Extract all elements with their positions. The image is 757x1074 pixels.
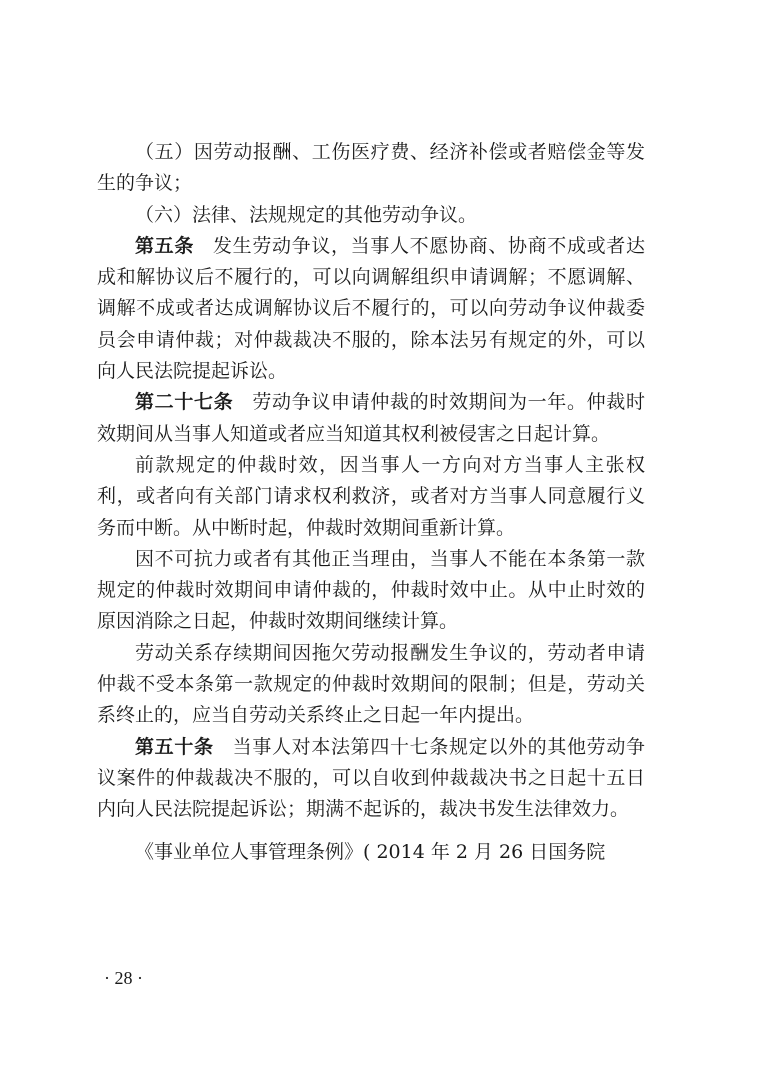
article-label: 第五十条	[135, 735, 214, 758]
article-27-clause-3	[97, 544, 645, 638]
paragraph-text: 前款规定的仲裁时效，因当事人一方向对方当事人主张权利，或者向有关部门请求权利救济，或者对方当事人同意履行义务而中断。从中断时起，仲裁时效期间重新计算。	[97, 453, 645, 539]
article-label: 第二十七条	[135, 391, 234, 414]
article-27	[97, 387, 645, 450]
paragraph-text: 因不可抗力或者有其他正当理由，当事人不能在本条第一款规定的仲裁时效期间申请仲裁的，仲裁时效中止。从中止时效的原因消除之日起，仲裁时效期间继续计算。	[97, 547, 645, 633]
document-body	[97, 137, 645, 868]
regulation-citation	[97, 837, 645, 868]
paragraph-item-6	[97, 200, 645, 231]
paragraph-text: （五）因劳动报酬、工伤医疗费、经济补偿或者赔偿金等发生的争议；	[97, 141, 645, 195]
paragraph-text: （六）法律、法规规定的其他劳动争议。	[135, 203, 478, 226]
article-27-clause-2	[97, 450, 645, 544]
paragraph-item-5	[97, 137, 645, 200]
citation-text: 《事业单位人事管理条例》( 2014 年 2 月 26 日国务院	[135, 840, 606, 863]
page-number: · 28 ·	[104, 968, 143, 988]
article-50	[97, 732, 645, 826]
article-5	[97, 231, 645, 387]
paragraph-text: 劳动争议申请仲裁的时效期间为一年。仲裁时效期间从当事人知道或者应当知道其权利被侵害之日起计算。	[97, 391, 645, 445]
paragraph-text: 劳动关系存续期间因拖欠劳动报酬发生争议的，劳动者申请仲裁不受本条第一款规定的仲裁时效期间的限制；但是，劳动关系终止的，应当自劳动关系终止之日起一年内提出。	[97, 641, 645, 727]
paragraph-text: 当事人对本法第四十七条规定以外的其他劳动争议案件的仲裁裁决不服的，可以自收到仲裁裁决书之日起十五日内向人民法院提起诉讼；期满不起诉的，裁决书发生法律效力。	[97, 735, 645, 821]
article-27-clause-4	[97, 638, 645, 732]
article-label: 第五条	[135, 234, 194, 257]
paragraph-text: 发生劳动争议，当事人不愿协商、协商不成或者达成和解协议后不履行的，可以向调解组织申请调解；不愿调解、调解不成或者达成调解协议后不履行的，可以向劳动争议仲裁委员会申请仲裁；对仲裁裁决不服的，除本法另有规定的外，可以向人民法院提起诉讼。	[97, 234, 645, 383]
